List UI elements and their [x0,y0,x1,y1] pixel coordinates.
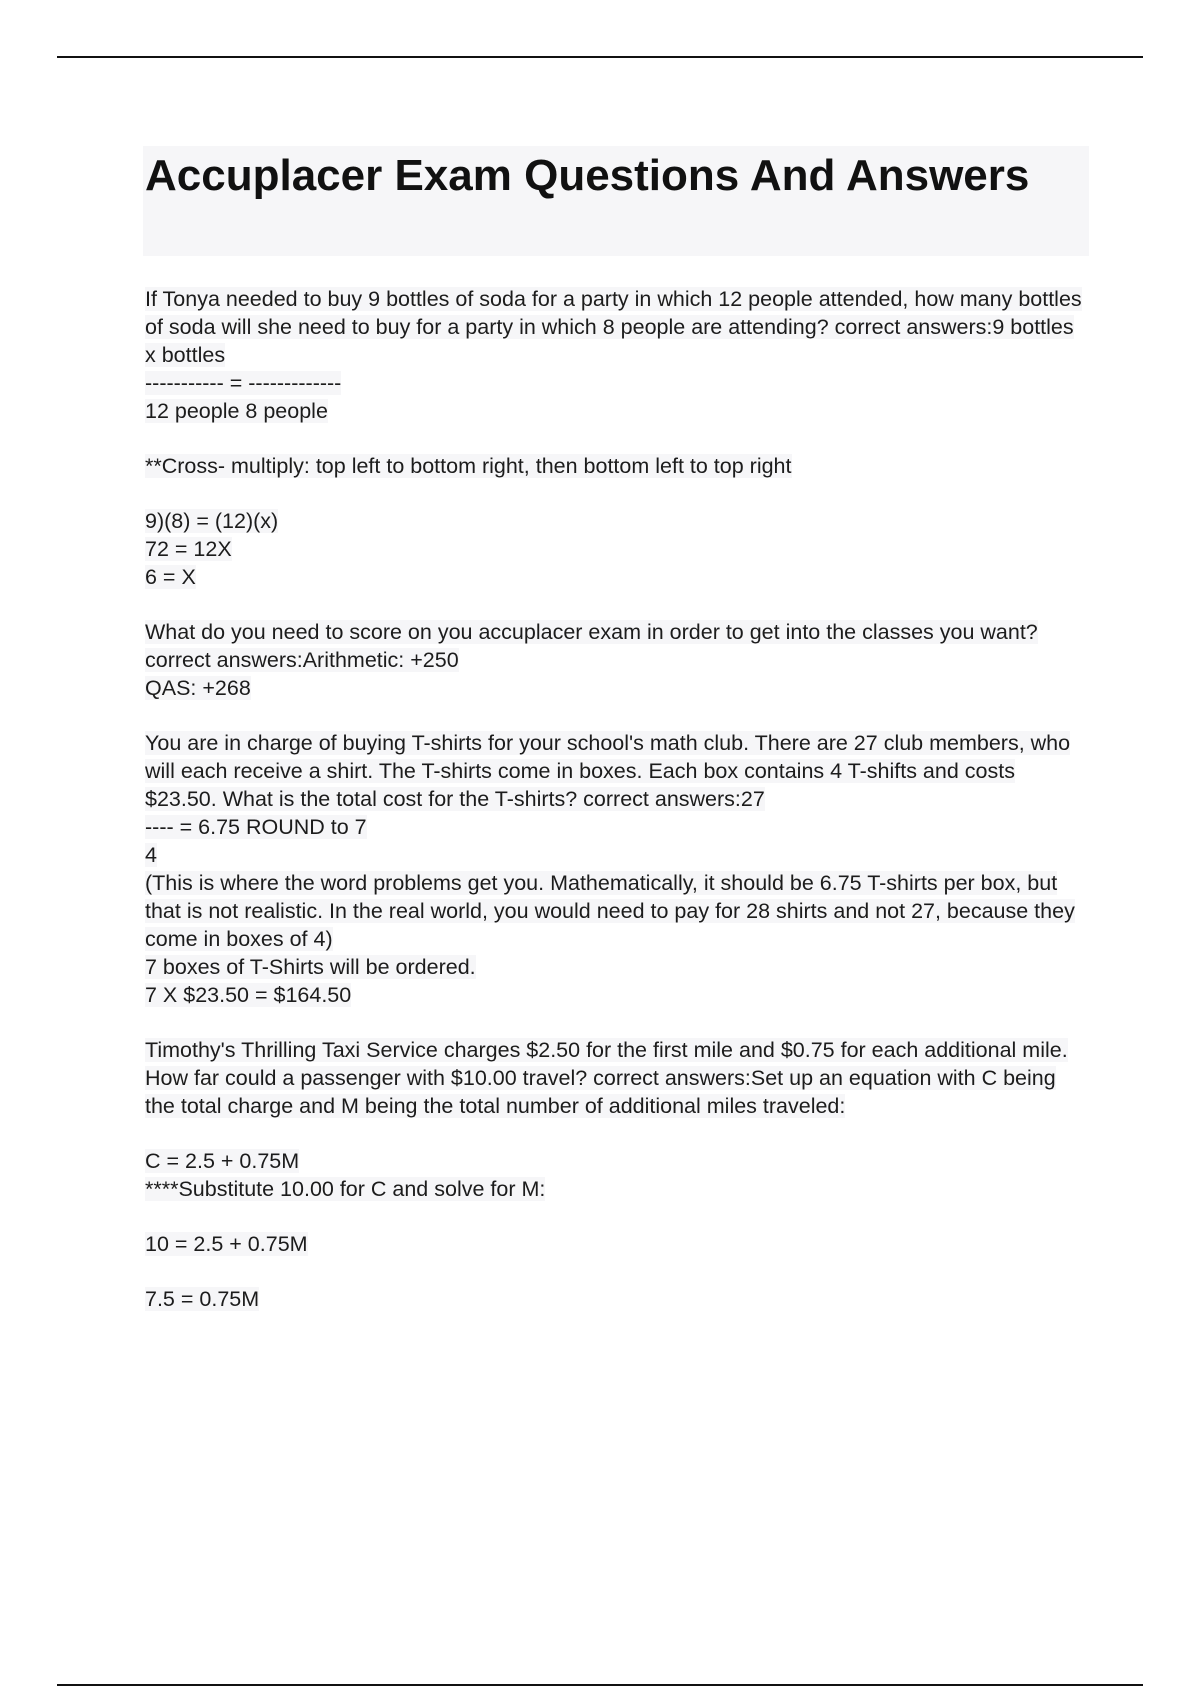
paragraph-gap [145,591,1090,618]
paragraph-taxi-result [145,1285,1090,1313]
paragraph-text: If Tonya needed to buy 9 bottles of soda for a party in which 12 people attended, how many bottles of soda will she need to buy for a party in which 8 people are attending? correct answers:9 bottles x bottles ----------- = ------------- 12 people 8 people [145,287,1082,423]
paragraph-gap [145,1120,1090,1147]
paragraph-score-question [145,618,1090,702]
paragraph-text: C = 2.5 + 0.75M ****Substitute 10.00 for C and solve for M: [145,1149,546,1201]
footer-rule [57,1684,1143,1686]
document-body [145,285,1090,1313]
paragraph-text: 10 = 2.5 + 0.75M [145,1232,308,1256]
paragraph-gap [145,1258,1090,1285]
paragraph-gap [145,1203,1090,1230]
paragraph-text: 7.5 = 0.75M [145,1287,260,1311]
paragraph-cross-multiply-work [145,507,1090,591]
paragraph-taxi-question [145,1036,1090,1120]
header-rule [57,56,1143,58]
document-title: Accuplacer Exam Questions And Answers [145,151,1030,200]
paragraph-taxi-substitution [145,1230,1090,1258]
paragraph-gap [145,1009,1090,1036]
paragraph-tshirt-question [145,729,1090,1009]
paragraph-gap [145,480,1090,507]
paragraph-tonya-question [145,285,1090,425]
paragraph-taxi-equation [145,1147,1090,1203]
paragraph-text: Timothy's Thrilling Taxi Service charges $2.50 for the first mile and $0.75 for each additional mile. How far could a passenger with $10.00 travel? correct answers:Set up an equation with C being the total charge and M being the total number of additional miles traveled: [145,1038,1068,1118]
paragraph-text: You are in charge of buying T-shirts for your school's math club. There are 27 club members, who will each receive a shirt. The T-shirts come in boxes. Each box contains 4 T-shifts and costs $23.50. What is the total cost for the T-shirts? correct answers:27 ---- = 6.75 ROUND to 7 4 (This is where the word problems get you. Mathematically, it should be 6.75 T-shirts per box, but that is not realistic. In the real world, you would need to pay for 28 shirts and not 27, because they come in boxes of 4) 7 boxes of T-Shirts will be ordered. 7 X $23.50 = $164.50 [145,731,1075,1007]
paragraph-cross-multiply [145,452,1090,480]
paragraph-gap [145,702,1090,729]
paragraph-text: What do you need to score on you accuplacer exam in order to get into the classes you want? correct answers:Arithmetic: +250 QAS: +268 [145,620,1038,700]
paragraph-text: 9)(8) = (12)(x) 72 = 12X 6 = X [145,509,279,589]
paragraph-text: **Cross- multiply: top left to bottom right, then bottom left to top right [145,454,792,478]
paragraph-gap [145,425,1090,452]
